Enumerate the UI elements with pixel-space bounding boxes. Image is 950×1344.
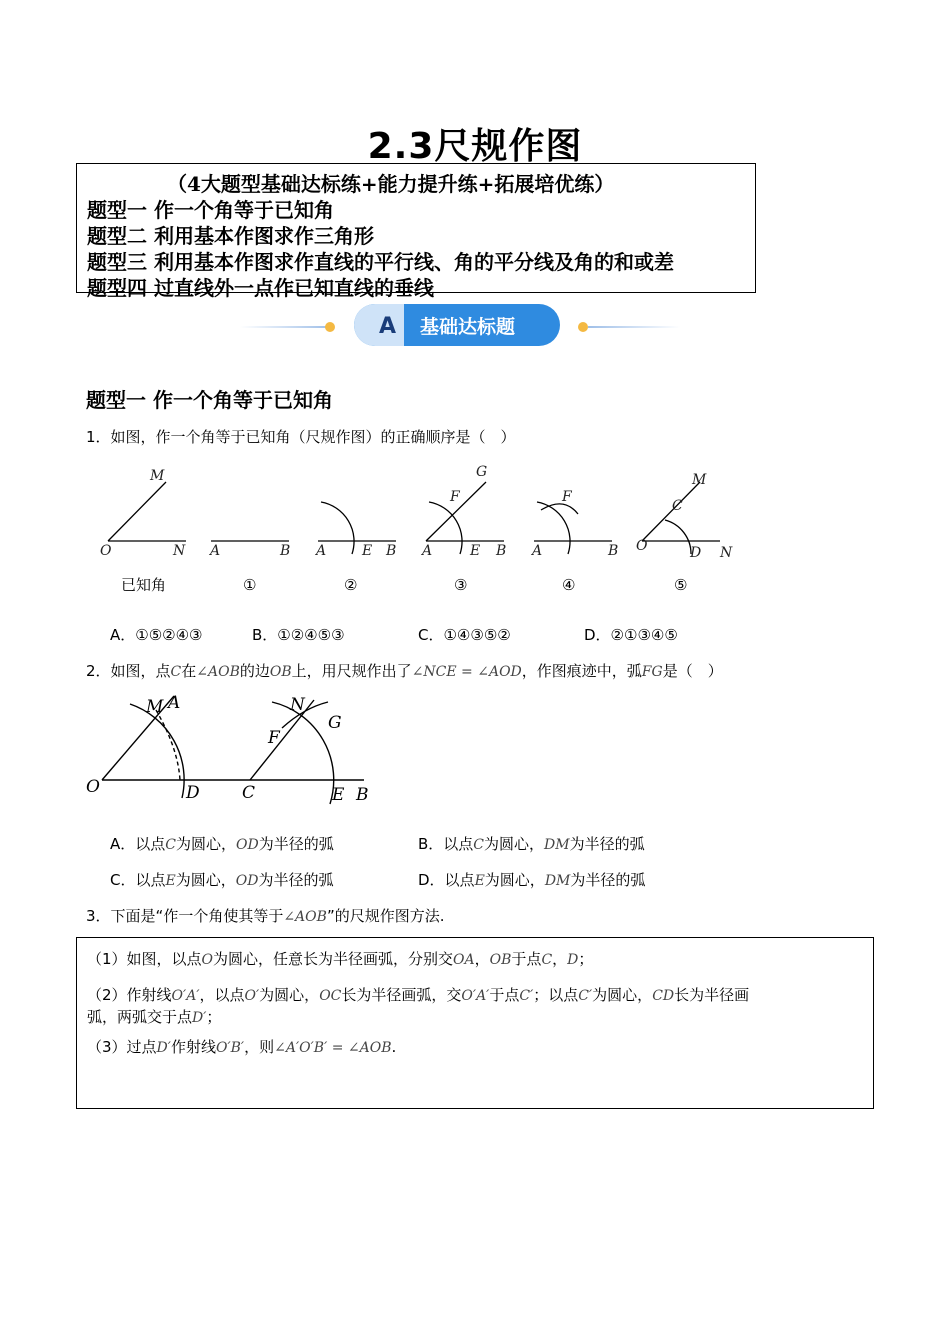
q1-caption-3: ③ bbox=[454, 576, 468, 594]
q1-f1-label-b: B bbox=[280, 543, 291, 559]
q2-option-c[interactable]: C．以点E为圆心，OD为半径的弧 bbox=[110, 871, 334, 889]
q1-option-b[interactable]: B．①②④⑤③ bbox=[252, 626, 345, 644]
q2-arc-fg bbox=[282, 702, 328, 728]
q1-label-o: O bbox=[100, 543, 112, 559]
q1-option-c[interactable]: C．①④③⑤② bbox=[418, 626, 511, 644]
q1-f3-label-b: B bbox=[496, 543, 507, 559]
q2-label-m: M bbox=[146, 697, 164, 717]
q3-step-3: （3）过点D′作射线O′B′，则∠A′O′B′ = ∠AOB. bbox=[87, 1038, 397, 1056]
q1-f2-label-e: E bbox=[362, 543, 373, 559]
q1-caption-known: 已知角 bbox=[121, 576, 167, 594]
q1-f5-label-n: N bbox=[720, 545, 733, 561]
q1-f3-label-a: A bbox=[422, 543, 433, 559]
banner-left-line bbox=[240, 326, 330, 328]
q3-stem: 3．下面是“作一个角使其等于∠AOB”的尺规作图方法. bbox=[86, 907, 445, 925]
section-heading: 题型一 作一个角等于已知角 bbox=[86, 388, 333, 412]
q3-step-2-cont: 弧，两弧交于点D′； bbox=[87, 1008, 222, 1026]
q2-option-d[interactable]: D．以点E为圆心，DM为半径的弧 bbox=[418, 871, 646, 889]
q2-label-f: F bbox=[268, 728, 280, 748]
q1-f3-label-f: F bbox=[450, 489, 460, 505]
q1-figure bbox=[86, 458, 766, 608]
q1-stem: 1．如图，作一个角等于已知角（尺规作图）的正确顺序是（ ） bbox=[86, 428, 516, 446]
q2-label-a: A bbox=[168, 693, 181, 713]
q1-f5-label-o: O bbox=[636, 538, 648, 554]
banner-right-dot bbox=[578, 322, 588, 332]
q2-label-n: N bbox=[290, 695, 305, 715]
q2-label-b: B bbox=[356, 785, 369, 805]
q2-stem: 2．如图，点C在∠AOB的边OB上，用尺规作出了∠NCE = ∠AOD，作图痕迹中，弧FG是（ ） bbox=[86, 662, 723, 680]
q3-step-2: （2）作射线O′A′，以点O′为圆心，OC长为半径画弧，交O′A′于点C′；以点C′为圆心，CD长为半径画 bbox=[87, 986, 750, 1004]
q1-option-a[interactable]: A．①⑤②④③ bbox=[110, 626, 203, 644]
page-title: 2.3尺规作图 bbox=[367, 126, 583, 167]
q1-label-m: M bbox=[150, 468, 165, 484]
banner-label: 基础达标题 bbox=[420, 316, 516, 338]
section-banner bbox=[240, 300, 680, 350]
q2-option-a[interactable]: A．以点C为圆心，OD为半径的弧 bbox=[110, 835, 334, 853]
q2-figure bbox=[82, 688, 382, 813]
q1-caption-2: ② bbox=[344, 576, 358, 594]
summary-box bbox=[76, 163, 756, 300]
summary-subtitle: （4大题型基础达标练+能力提升练+拓展培优练） bbox=[167, 172, 615, 196]
q2-label-g: G bbox=[328, 713, 342, 733]
q2-arc-md bbox=[130, 704, 184, 798]
q1-ray-om bbox=[108, 482, 166, 541]
q1-f4-label-f: F bbox=[562, 489, 572, 505]
q2-label-c: C bbox=[242, 783, 256, 803]
summary-type-2: 题型二 利用基本作图求作三角形 bbox=[87, 224, 374, 248]
banner-letter: A bbox=[379, 314, 397, 339]
summary-type-3: 题型三 利用基本作图求作直线的平行线、角的平分线及角的和或差 bbox=[87, 250, 674, 274]
q3-method-box bbox=[76, 937, 874, 1109]
q1-f5-label-d: D bbox=[690, 545, 702, 561]
q1-option-d[interactable]: D．②①③④⑤ bbox=[584, 626, 678, 644]
q2-label-e: E bbox=[332, 785, 345, 805]
banner-right-line bbox=[588, 326, 680, 328]
q1-f4-label-b: B bbox=[608, 543, 619, 559]
q3-step-1: （1）如图，以点O为圆心，任意长为半径画弧，分别交OA，OB于点C，D； bbox=[87, 950, 594, 968]
q2-arc-ne bbox=[272, 702, 334, 804]
q1-caption-4: ④ bbox=[562, 576, 576, 594]
q1-f3-label-g: G bbox=[476, 464, 488, 480]
q1-f5-arc bbox=[665, 520, 691, 554]
q1-f5-label-m: M bbox=[692, 472, 707, 488]
q1-f2-label-a: A bbox=[316, 543, 327, 559]
summary-type-1: 题型一 作一个角等于已知角 bbox=[87, 198, 334, 222]
q1-f5-label-c: C bbox=[672, 498, 683, 514]
summary-type-4: 题型四 过直线外一点作已知直线的垂线 bbox=[87, 276, 434, 300]
q1-caption-1: ① bbox=[243, 576, 257, 594]
q1-label-n: N bbox=[173, 543, 186, 559]
q2-label-o: O bbox=[86, 777, 100, 797]
q2-label-d: D bbox=[186, 783, 200, 803]
q1-f2-label-b: B bbox=[386, 543, 397, 559]
q1-f5-ray-m bbox=[642, 482, 700, 541]
q1-f1-label-a: A bbox=[210, 543, 221, 559]
q1-f4-label-a: A bbox=[532, 543, 543, 559]
q2-option-b[interactable]: B．以点C为圆心，DM为半径的弧 bbox=[418, 835, 645, 853]
q1-caption-5: ⑤ bbox=[674, 576, 688, 594]
q1-f3-label-e: E bbox=[470, 543, 481, 559]
banner-left-dot bbox=[325, 322, 335, 332]
